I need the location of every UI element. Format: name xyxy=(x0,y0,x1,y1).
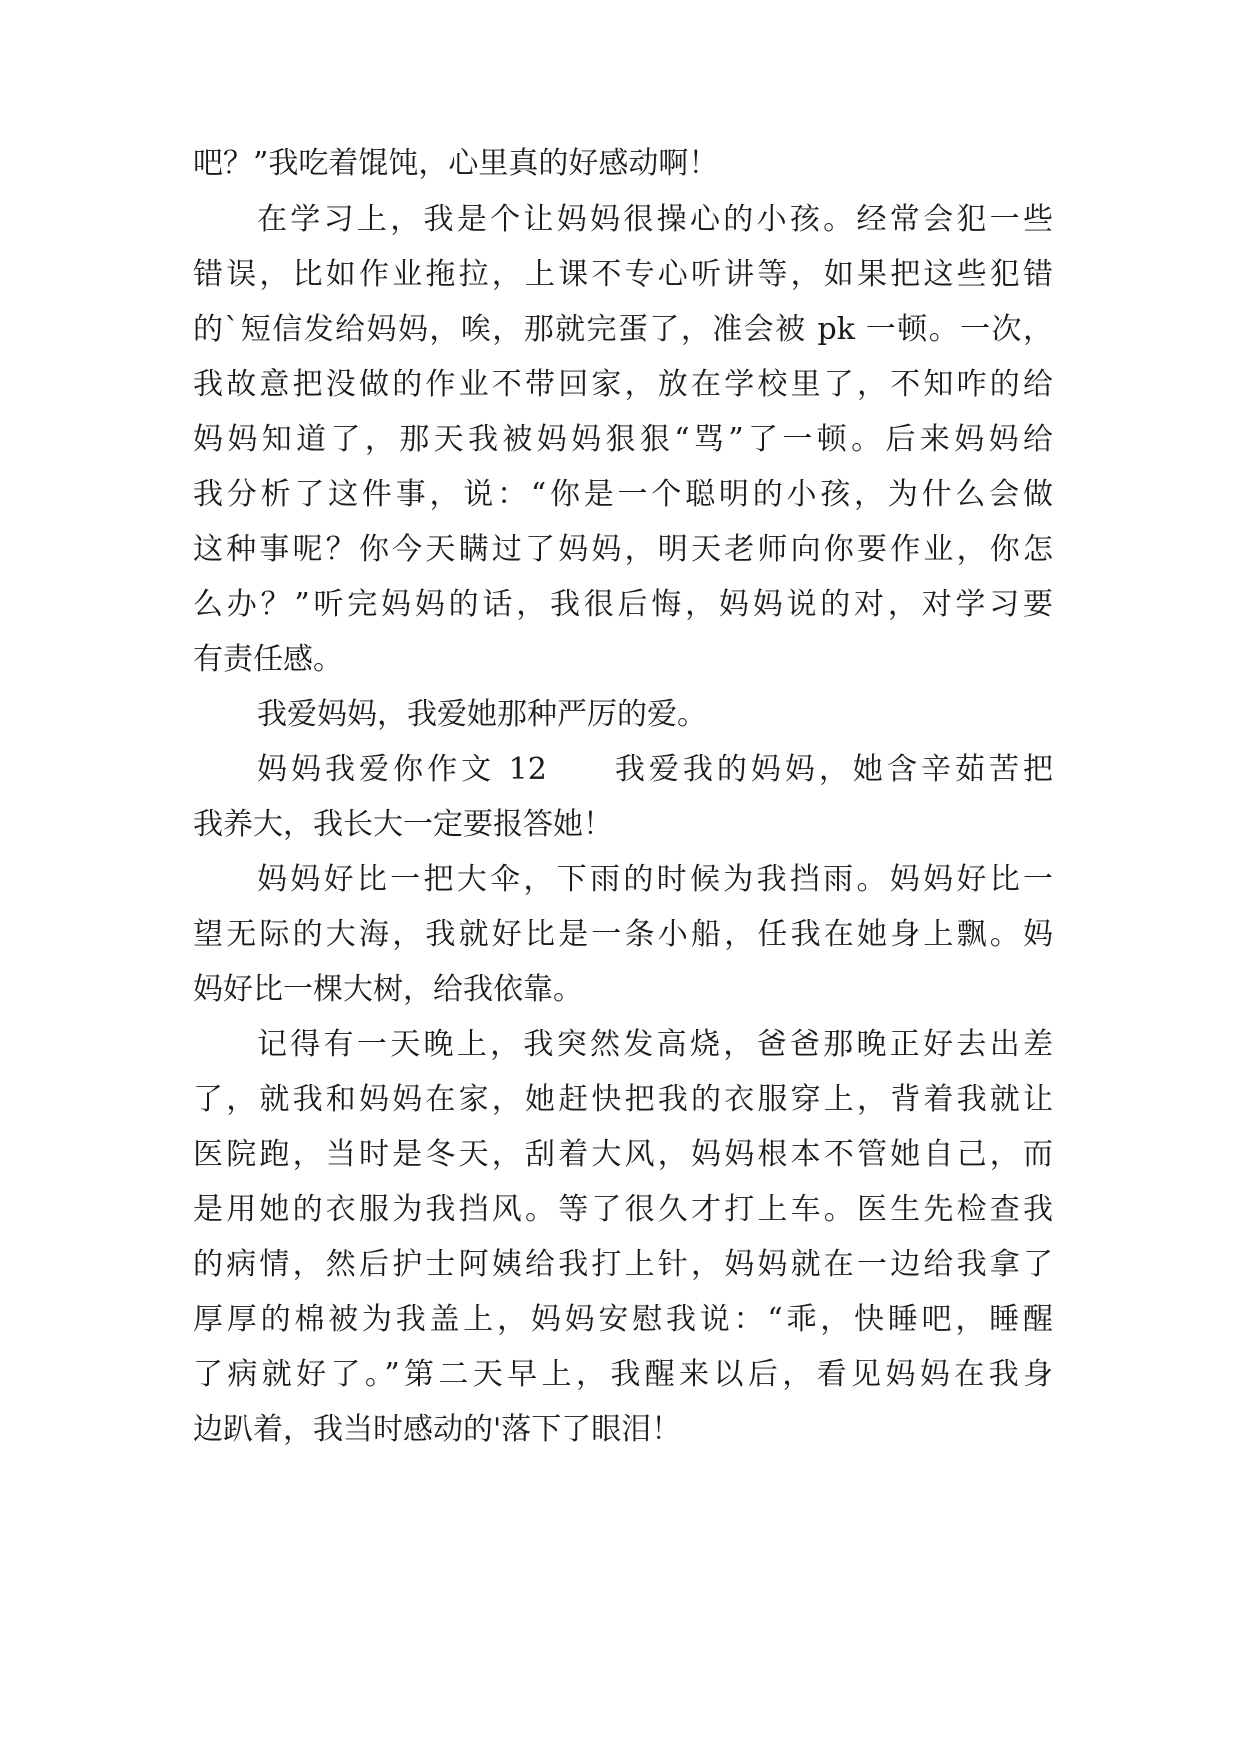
text-line: 的`短信发给妈妈，唉，那就完蛋了，准会被 pk 一顿。一次， xyxy=(193,312,1053,347)
text-line: 厚厚的棉被为我盖上，妈妈安慰我说：“乖，快睡吧，睡醒 xyxy=(193,1302,1053,1337)
text-line: 望无际的大海，我就好比是一条小船，任我在她身上飘。妈 xyxy=(193,917,1053,952)
text-line: 的病情，然后护士阿姨给我打上针，妈妈就在一边给我拿了 xyxy=(193,1247,1053,1282)
text-line: 医院跑，当时是冬天，刮着大风，妈妈根本不管她自己，而 xyxy=(193,1137,1053,1172)
text-line: 妈妈好比一把大伞，下雨的时候为我挡雨。妈妈好比一 xyxy=(257,862,1053,897)
text-line: 边趴着，我当时感动的'落下了眼泪！ xyxy=(193,1412,682,1447)
text-line: 在学习上，我是个让妈妈很操心的小孩。经常会犯一些 xyxy=(257,202,1053,237)
text-line: 错误，比如作业拖拉，上课不专心听讲等，如果把这些犯错 xyxy=(193,257,1053,292)
text-line: 我爱妈妈，我爱她那种严厉的爱。 xyxy=(257,697,707,732)
heading-line xyxy=(257,750,1053,790)
text-line: 这种事呢？你今天瞒过了妈妈，明天老师向你要作业，你怎 xyxy=(193,532,1053,567)
text-span: 我爱我的妈妈，她含辛茹苦把 xyxy=(610,752,1054,787)
text-line: 是用她的衣服为我挡风。等了很久才打上车。医生先检查我 xyxy=(193,1192,1053,1227)
essay-heading: 妈妈我爱你作文 12 xyxy=(257,752,547,787)
text-line: 妈妈知道了，那天我被妈妈狠狠“骂”了一顿。后来妈妈给 xyxy=(193,422,1053,457)
text-line: 了，就我和妈妈在家，她赶快把我的衣服穿上，背着我就让 xyxy=(193,1082,1053,1117)
text-line: 记得有一天晚上，我突然发高烧，爸爸那晚正好去出差 xyxy=(257,1027,1053,1062)
text-line: 么办？”听完妈妈的话，我很后悔，妈妈说的对，对学习要 xyxy=(193,587,1053,622)
text-line: 了病就好了。”第二天早上，我醒来以后，看见妈妈在我身 xyxy=(193,1357,1053,1392)
text-line: 我养大，我长大一定要报答她！ xyxy=(193,807,613,842)
text-line: 妈好比一棵大树，给我依靠。 xyxy=(193,972,583,1007)
text-line: 我故意把没做的作业不带回家，放在学校里了，不知咋的给 xyxy=(193,367,1053,402)
text-line: 有责任感。 xyxy=(193,642,343,677)
text-line: 吧？”我吃着馄饨，心里真的好感动啊！ xyxy=(193,146,719,181)
text-line: 我分析了这件事，说：“你是一个聪明的小孩，为什么会做 xyxy=(193,477,1053,512)
